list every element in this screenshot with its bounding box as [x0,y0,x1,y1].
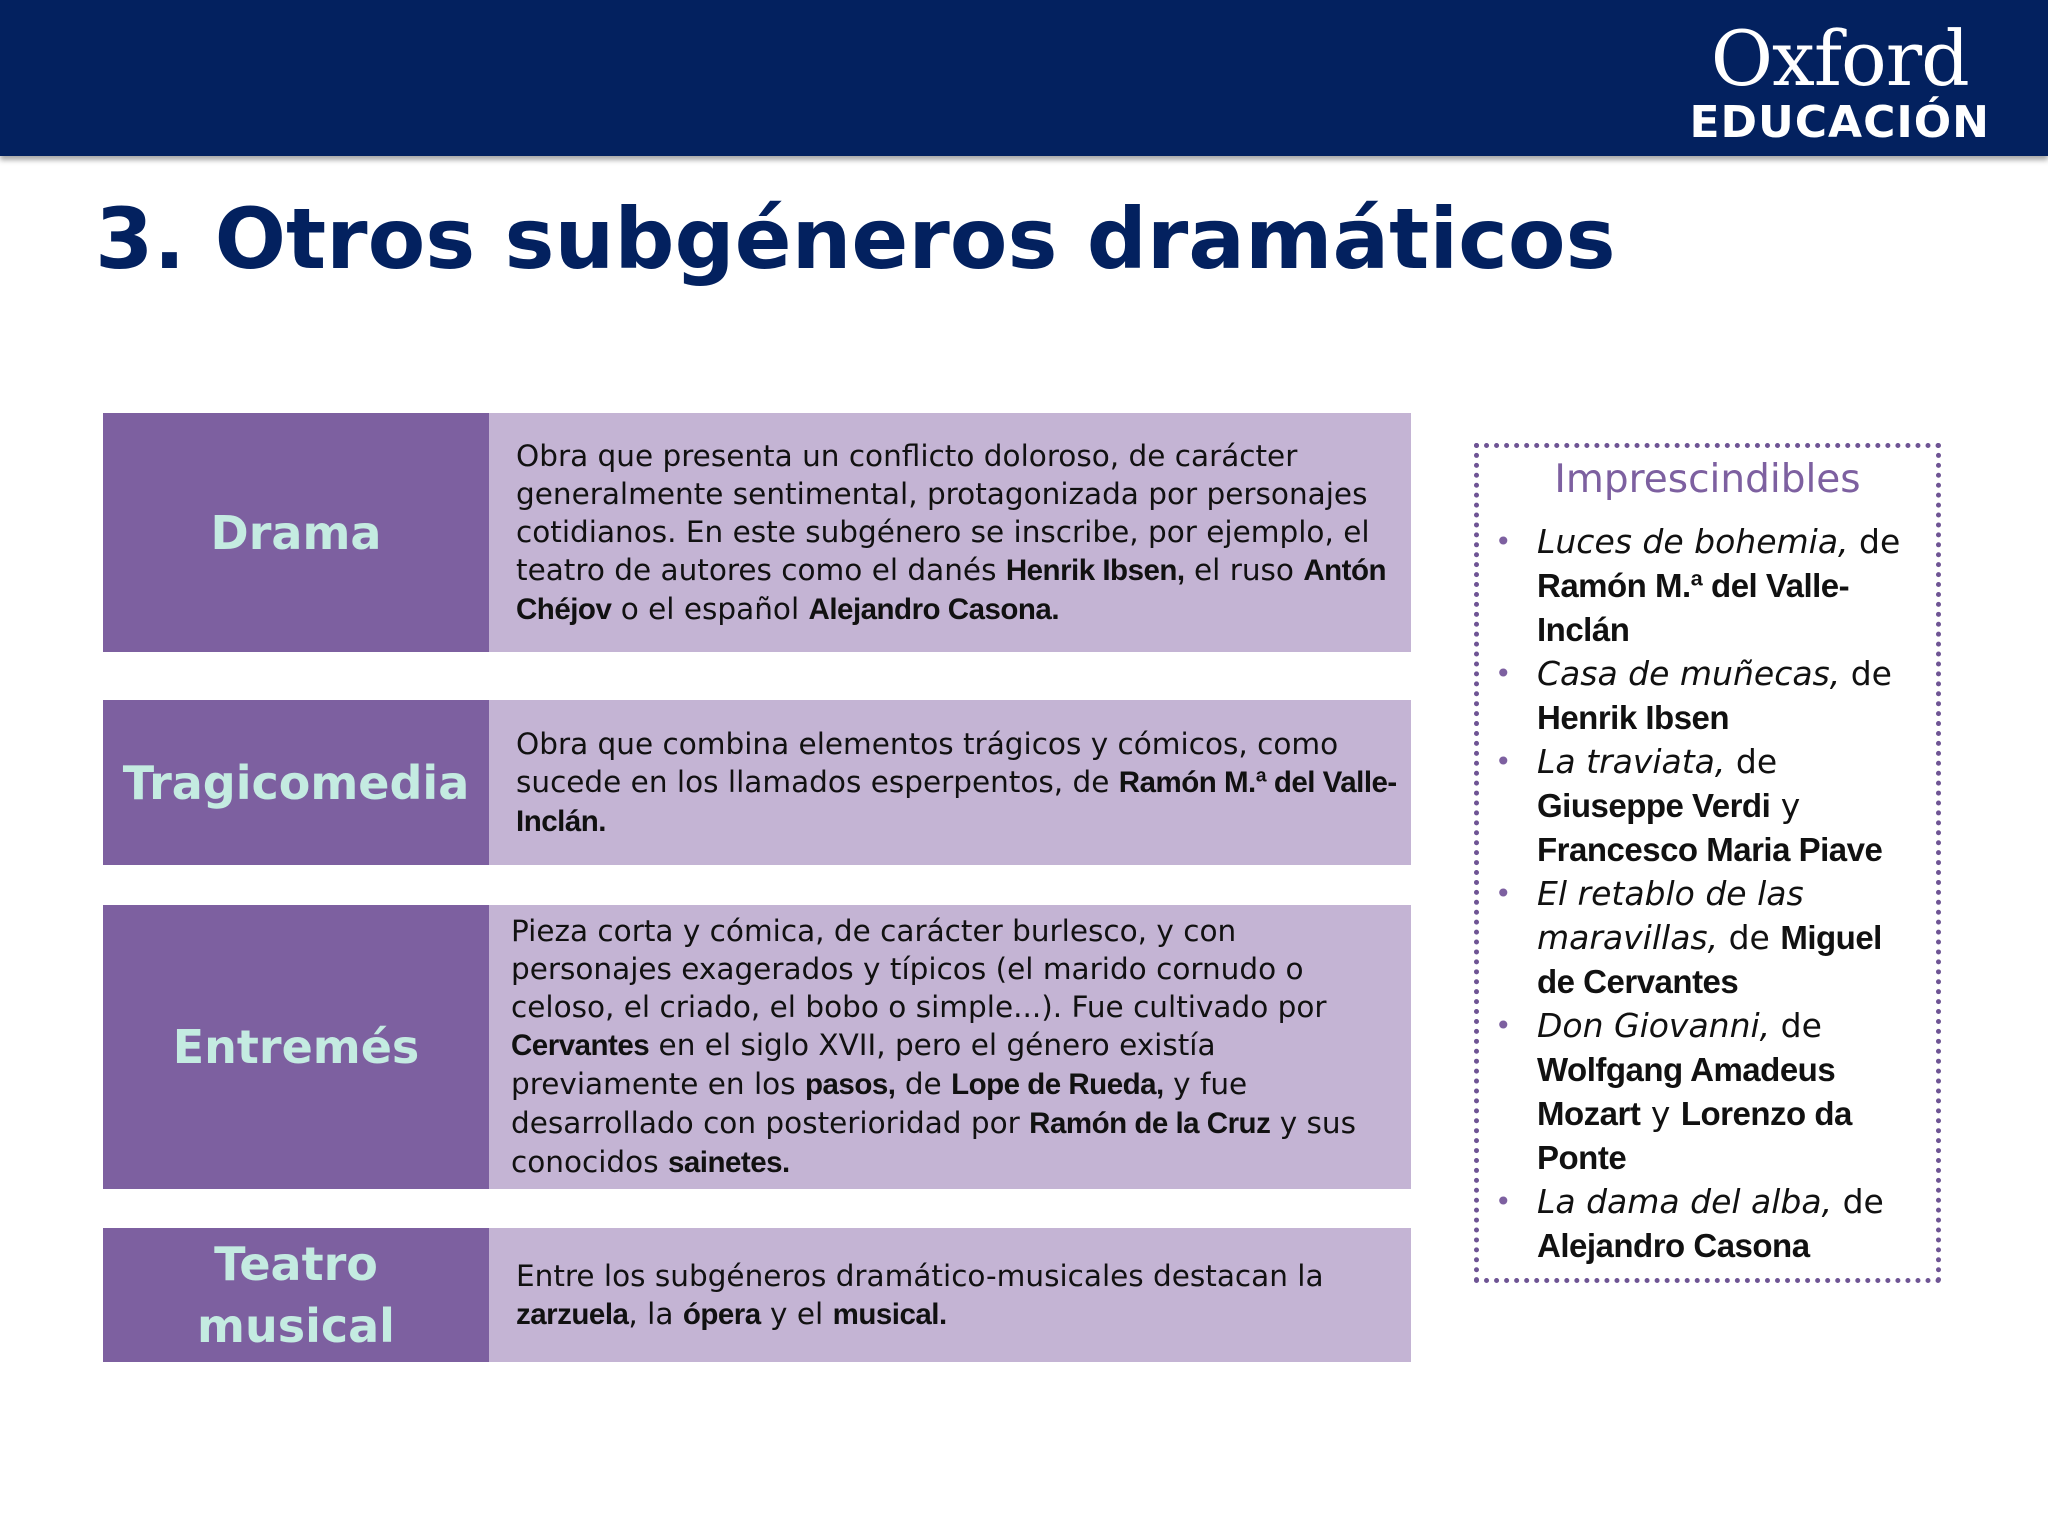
author-name: Antón Chéjov [516,553,1387,626]
list-item [1479,872,1936,1004]
logo-subtitle: EDUCACIÓN [1689,97,1990,148]
author-name: Henrik Ibsen [1537,699,1730,736]
list-item [1479,1180,1936,1268]
bullet-icon: • [1495,1009,1512,1042]
text: de [1725,742,1778,781]
logo-word: Oxford [1710,14,1969,103]
row-description [489,413,1411,652]
text: el ruso [1184,552,1304,587]
row-drama [103,413,1411,652]
text: y el [760,1296,833,1331]
text: o el español [611,591,809,626]
bullet-icon: • [1495,877,1512,910]
text: , la [628,1296,683,1331]
text: en el siglo XVII, pero el género existía previamente en los [511,1028,1216,1101]
text: y sus conocidos [511,1106,1356,1179]
author-name: Cervantes [511,1029,650,1062]
text: de [1848,522,1901,561]
list-item [1479,520,1936,652]
text: de [1718,918,1781,957]
term: zarzuela [516,1297,629,1331]
term: pasos, [804,1068,896,1101]
author-name: Giuseppe Verdi [1537,787,1771,824]
text: Obra que combina elementos trágicos y cómicos, como sucede en los llamados esperpentos, de [516,726,1339,799]
row-label-cell [103,905,489,1189]
list-item [1479,740,1936,872]
work-title: Casa de muñecas, [1537,654,1841,693]
text: de [1840,654,1892,693]
row-label-cell [103,700,489,865]
work-title: El retablo de las maravillas, [1537,874,1804,957]
author-name: Miguel de Cervantes [1537,919,1882,1000]
work-title: Luces de bohemia, [1537,522,1849,561]
text: de [1770,1006,1822,1045]
text: Obra que presenta un conflicto doloroso, de carácter generalmente sentimental, protagonizada por personajes cotidianos. En este subgénero se inscribe, por ejemplo, el teatro de autores como el danés [516,438,1370,587]
text: de [895,1067,952,1101]
imprescindibles-box [1474,443,1941,1283]
row-description [489,1228,1411,1362]
bullet-icon: • [1495,745,1512,778]
author-name: Ramón M.ª del Valle-Inclán. [516,765,1397,838]
author-name: Wolfgang Amadeus Mozart [1537,1051,1836,1132]
author-name: Alejandro Casona. [808,592,1060,626]
row-label: Teatro musical [197,1237,395,1353]
author-name: Ramón M.ª del Valle-Inclán [1537,567,1850,648]
row-label: Tragicomedia [122,755,470,810]
term: ópera [682,1297,761,1331]
work-title: La dama del alba, [1537,1182,1833,1221]
author-name: Lorenzo da Ponte [1537,1095,1852,1176]
work-title: La traviata, [1537,742,1726,781]
text: y fue desarrollado con posterioridad por [511,1067,1248,1140]
author-name: Alejandro Casona [1537,1227,1810,1264]
row-label: Entremés [172,1020,420,1074]
author-name: Lope de Rueda, [951,1068,1164,1101]
text: y [1640,1094,1681,1133]
page-title: 3. Otros subgéneros dramáticos [95,190,1616,288]
author-name: Francesco Maria Piave [1537,831,1883,868]
bullet-icon: • [1495,1185,1512,1218]
term: musical. [832,1297,947,1331]
bullet-icon: • [1495,525,1512,558]
author-name: Henrik Ibsen, [1005,553,1185,587]
text: Pieza corta y cómica, de carácter burlesco, y con personajes exagerados y típicos (el marido cornudo o celoso, el criado, el bobo o simple...). Fue cultivado por [511,914,1327,1024]
row-tragicomedia [103,700,1411,865]
author-name: Ramón de la Cruz [1029,1107,1271,1140]
box-title: Imprescindibles [1554,457,1861,502]
works-list [1479,520,1936,1268]
text: Entre los subgéneros dramático-musicales destacan la [516,1258,1324,1293]
bullet-icon: • [1495,657,1512,690]
term: sainetes. [667,1146,790,1179]
row-entremes [103,905,1411,1189]
text: y [1770,786,1801,825]
list-item [1479,652,1936,740]
text: de [1832,1182,1884,1221]
work-title: Don Giovanni, [1537,1006,1771,1045]
oxford-logo [1689,14,1990,148]
row-label-cell [103,413,489,652]
header-bar [0,0,2048,156]
row-label-cell [103,1228,489,1362]
row-description [489,700,1411,865]
list-item [1479,1004,1936,1180]
row-label: Drama [210,505,382,560]
row-teatro-musical [103,1228,1411,1362]
row-description [489,905,1411,1189]
